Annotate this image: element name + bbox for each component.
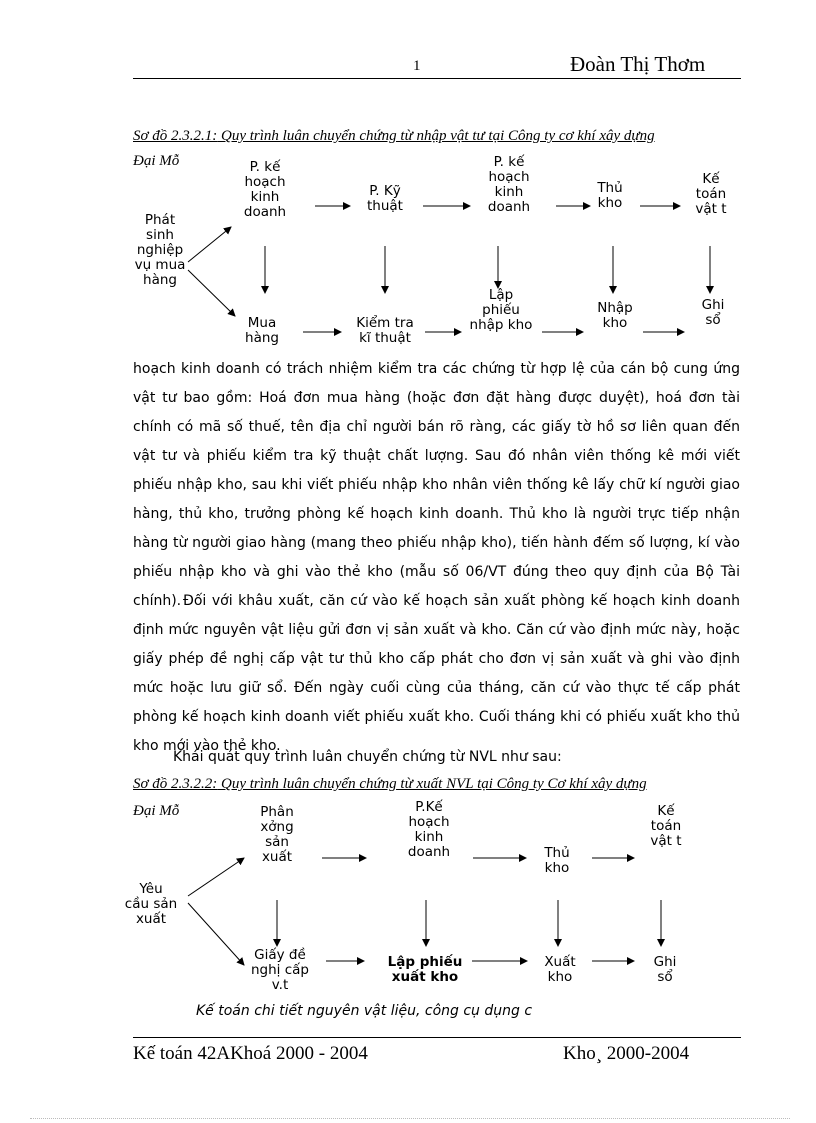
d1-arrow-start-bottom (188, 270, 235, 316)
d2-start-node: Yêu cầu sản xuất (124, 881, 178, 927)
page-number: 1 (413, 58, 421, 74)
diagram2-caption-line2: Đại Mỗ (133, 803, 180, 819)
d1-top-node-tech: P. Kỹ thuật (367, 183, 403, 214)
d2-bottom-node-request: Giấy đề nghị cấp v.t (251, 947, 309, 993)
d2-top-node-store: Thủ kho (544, 845, 570, 876)
d1-top-node-store: Thủ kho (597, 180, 623, 211)
page-bottom-edge (30, 1118, 790, 1119)
paragraph2-text: Đối với khâu xuất, căn cứ vào kế hoạch sản xuất phòng kế hoạch kinh doanh định mức nguyên vật liệu gửi đơn vị sản xuất và kho. Căn cứ vào định mức này, hoặc giấy phép đề nghị cấp vật tư thủ kho cấp phát cho đơn vị sản xuất và ghi vào định mức hoặc lưu giữ sổ. Đến ngày cuối cùng của tháng, căn cứ vào thực tế cấp phát phòng kế hoạch kinh doanh viết phiếu xuất kho. Cuối tháng khi có phiếu xuất kho thủ kho mới vào thẻ kho. (133, 593, 740, 754)
footer-rule (133, 1037, 741, 1038)
d1-top-node-plan2: P. kế hoạch kinh doanh (487, 154, 531, 215)
d1-top-node-plan: P. kế hoạch kinh doanh (243, 159, 287, 220)
d1-arrow-start-top (188, 227, 231, 262)
footer-right: Kho¸ 2000-2004 (563, 1043, 690, 1064)
footer-left: Kế toán 42AKhoá 2000 - 2004 (133, 1043, 368, 1064)
d1-bottom-node-buy: Mua hàng (245, 315, 279, 346)
diagram2-caption (133, 776, 647, 793)
trailing-italic-text: Kế toán chi tiết nguyên vật liệu, công cụ dụng c (196, 1003, 533, 1019)
d2-top-node-plan: P.Kế hoạch kinh doanh (407, 799, 451, 860)
d2-bottom-node-record: Ghi sổ (653, 954, 677, 985)
paragraph-export-process (133, 587, 740, 761)
d1-bottom-node-import: Nhập kho (588, 301, 642, 331)
d2-bottom-node-slip: Lập phiếu xuất kho (387, 954, 463, 985)
d2-top-node-acct: Kế toán vật t (650, 803, 682, 849)
paragraph-summary-intro (133, 743, 740, 772)
paragraph-import-process (133, 326, 740, 616)
d2-bottom-node-export: Xuất kho (544, 954, 576, 985)
diagram1-caption-line2: Đại Mỗ (133, 153, 180, 169)
d2-top-node-workshop: Phân xởng sản xuất (260, 804, 294, 865)
diagram1-caption-text: Quy trình luân chuyển chứng từ nhập vật tư tại Công ty cơ khí xây dựng (217, 128, 655, 144)
d1-top-node-acct: Kế toán vật t (695, 171, 727, 217)
d1-start-node: Phát sinh nghiệp vụ mua hàng (134, 212, 186, 288)
d1-bottom-node-check: Kiểm tra kĩ thuật (345, 316, 425, 346)
diagram1-caption-code: Sơ đồ 2.3.2.1: (133, 128, 218, 144)
paragraph3-text: Khái quát quy trình luân chuyển chứng từ NVL như sau: (173, 749, 562, 765)
diagram2-caption-text: Quy trình luân chuyển chứng từ xuất NVL tại Công ty Cơ khí xây dựng (217, 776, 647, 792)
d1-bottom-node-receipt: Lập phiếu nhập kho (464, 288, 538, 333)
diagram2-caption-code: Sơ đồ 2.3.2.2: (133, 776, 218, 792)
d2-arrow-start-bottom (188, 903, 244, 965)
d2-arrow-start-top (188, 858, 244, 896)
d1-bottom-node-record: Ghi sổ (701, 297, 725, 328)
paragraph1-body: hoạch kinh doanh có trách nhiệm kiểm tra các chứng từ hợp lệ của cán bộ cung ứng vật tư bao gồm: Hoá đơn mua hàng (hoặc đơn đặt hàng được duyệt), hoá đơn tài chính có mã số thuế, tên địa chỉ người bán rõ ràng, các giấy tờ hồ sơ liên quan đến vật tư và phiếu kiểm tra kỹ thuật chất lượng. Sau đó nhân viên thống kê mới viết phiếu nhập kho, sau khi viết phiếu nhập kho nhân viên thống kê lấy chữ kí người giao hàng, thủ kho, trưởng phòng kế hoạch kinh doanh. Thủ kho là người trực tiếp nhận hàng từ người giao hàng (mang theo phiếu nhập kho), tiến hành đếm số lượng, kí vào phiếu nhập kho và ghi vào thẻ kho (mẫu số 06/VT đúng theo quy định của Bộ Tài chính). (133, 361, 740, 609)
author-name: Đoàn Thị Thơm (570, 52, 706, 76)
